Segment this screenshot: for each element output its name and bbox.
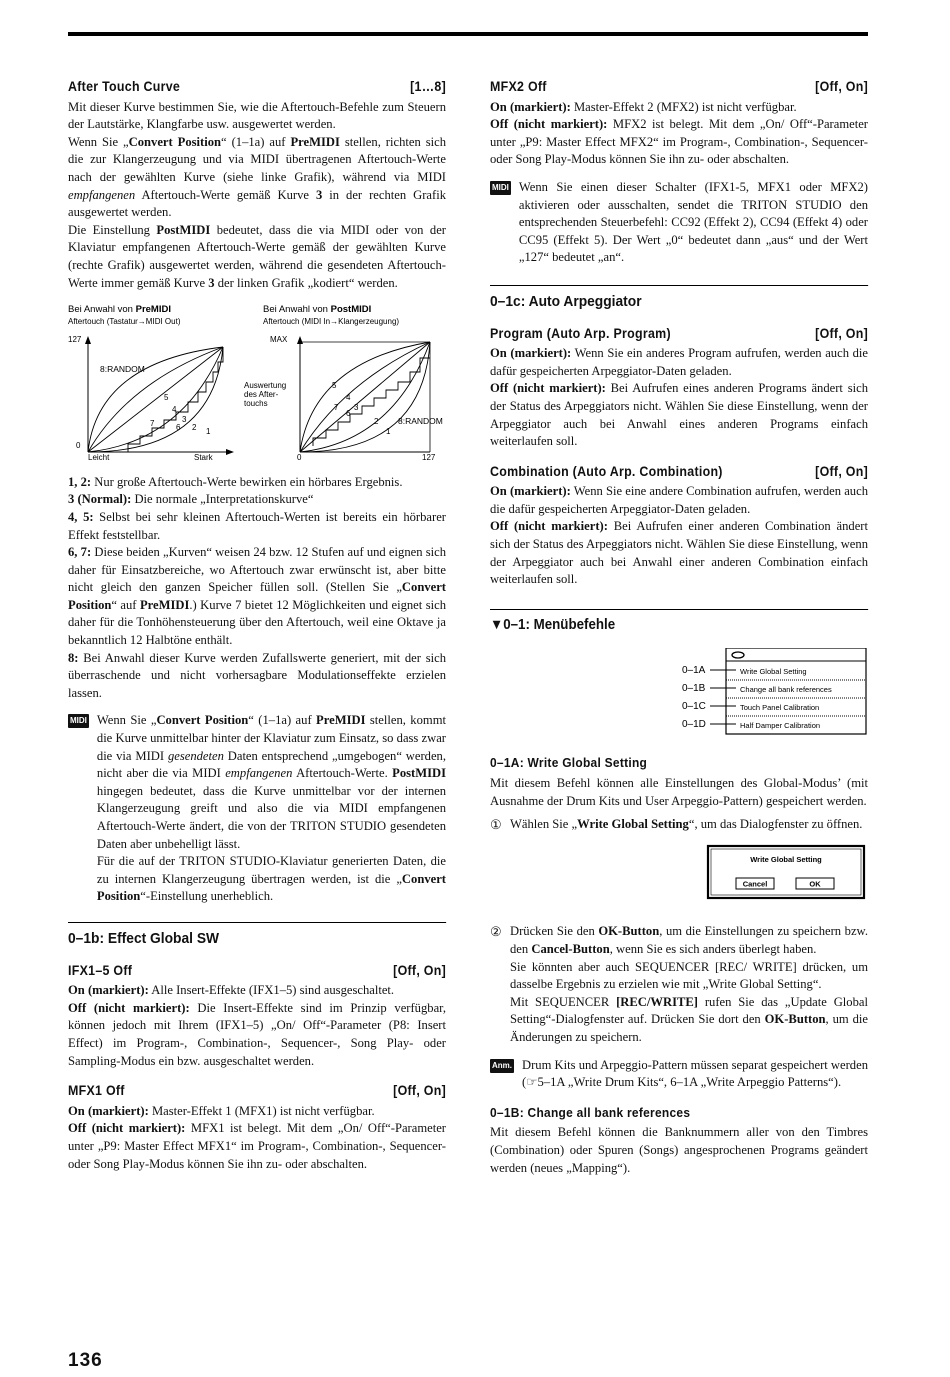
paragraph: Off (nicht markiert): Bei Aufrufen eines anderen Programs ändert sich der Status des Arpeggiators nicht. Wählen Sie diese Einstellung, wenn der Arpeggiator auch bei Anwahl eines anderen Programs einfach weiterlaufen soll. bbox=[490, 381, 868, 449]
menu-commands-figure bbox=[490, 648, 868, 736]
random-label: 8:RANDOM bbox=[100, 364, 145, 375]
dialog-ok-label: OK bbox=[809, 879, 821, 889]
random-label: 8:RANDOM bbox=[398, 416, 443, 427]
section-heading: 0–1b: Effect Global SW bbox=[68, 922, 446, 948]
paragraph: Mit diesem Befehl können alle Einstellungen des Global-Modus’ (mit Ausnahme der Drum Kits und User Arpeggio-Pattern) gespeichert werden. bbox=[490, 776, 868, 808]
auswertung-label: touchs bbox=[244, 399, 268, 409]
step-text: Drücken Sie den OK-Button, um die Einstellungen zu speichern bzw. den Cancel-Button, wenn Sie es sich anders überlegt haben. Sie könnten aber auch SEQUENCER [REC/ WRITE] drücken, um dasselbe Ergebnis zu erzielen wie mit „Write Global Setting“. Mit SEQUENCER [REC/WRITE] rufen Sie das „Update Global Setting“-Dialogfenster auf. Drücken Sie dort den OK-Button, um die Änderungen zu speichern. bbox=[510, 924, 868, 1044]
paragraph: Mit diesem Befehl können die Banknummern aller von den Timbres (Combination) oder Spuren (Songs) angesprochenen Programs geändert werden (neues „Mapping“). bbox=[490, 1125, 868, 1175]
param-title: MFX1 Off bbox=[68, 1083, 125, 1099]
curve-number: 1 bbox=[206, 427, 211, 437]
auswertung-label: Auswertung bbox=[244, 381, 287, 391]
mfx2-heading bbox=[490, 78, 868, 96]
paragraph: On (markiert): Alle Insert-Effekte (IFX1–5) sind ausgeschaltet. bbox=[68, 983, 395, 998]
step-2 bbox=[490, 923, 868, 1046]
param-title: 0–1B: Change all bank references bbox=[490, 1104, 691, 1120]
curve-number: 7 bbox=[334, 403, 339, 413]
left-x-left-label: Leicht bbox=[88, 453, 110, 463]
curve-number: 6 bbox=[176, 423, 181, 433]
curve-number: 7 bbox=[150, 419, 155, 429]
param-range: [Off, On] bbox=[815, 79, 869, 94]
curve-6-7-steps bbox=[313, 358, 430, 446]
paragraph: On (markiert): Wenn Sie eine andere Combination aufrufen, werden auch die dafür gespeicherten Arpeggiator-Daten geladen. bbox=[490, 484, 868, 516]
left-graph-title: Bei Anwahl von PreMIDI bbox=[68, 304, 171, 316]
param-title: Combination (Auto Arp. Combination) bbox=[490, 463, 723, 479]
param-range: [1…8] bbox=[410, 79, 447, 94]
change-bank-heading bbox=[490, 1104, 868, 1122]
page-number: 136 bbox=[68, 1350, 103, 1371]
paragraph: Off (nicht markiert): Bei Aufrufen einer anderen Combination ändert sich der Status des Arpeggiators nicht. Wählen Sie diese Einstellung, wenn der Arpeggiator auch bei Anwahl einer anderen Combination einfach weiterlaufen soll. bbox=[490, 519, 868, 587]
left-y-zero-label: 0 bbox=[76, 441, 81, 451]
curve-3 bbox=[300, 342, 430, 452]
paragraph: Off (nicht markiert): Die Insert-Effekte sind im Prinzip verfügbar, können jedoch mit Ihrem (IFX1–5) „On/ Off“-Parameter (P8: Insert Effect) im Program-, Combination-, Sequencer-, Song Play- oder Sampling-Modus ein bzw. ausgeschaltet werden. bbox=[68, 1000, 447, 1068]
midi-note bbox=[68, 712, 446, 906]
paragraph: On (markiert): Master-Effekt 2 (MFX2) ist nicht verfügbar. bbox=[490, 99, 797, 114]
note-text: Drum Kits und Arpeggio-Pattern müssen separat gespeichert werden (☞5–1A „Write Drum Kits“, 6–1A „Write Arpeggio Patterns“). bbox=[522, 1057, 868, 1090]
param-range: [Off, On] bbox=[815, 325, 869, 341]
write-global-heading bbox=[490, 754, 868, 772]
write-global-dialog-figure bbox=[490, 844, 868, 908]
note-text: Wenn Sie einen dieser Schalter (IFX1-5, MFX1 oder MFX2) aktivieren oder ausschalten, sendet die TRITON STUDIO den entsprechenden Steuerbefehl: CC92 (Effekt 2), CC94 (Effekt 4) oder CC95 (Effekt 5). Der Wert „0“ bedeutet dann „aus“ und der Wert „127“ bedeutet „an“. bbox=[518, 179, 868, 265]
mfx1-heading bbox=[68, 1082, 446, 1100]
combination-arp-heading bbox=[490, 463, 868, 481]
auswertung-label: des After- bbox=[244, 390, 279, 400]
program-arp-heading bbox=[490, 325, 868, 343]
curve-number: 2 bbox=[374, 417, 379, 427]
step-number: ② bbox=[490, 924, 502, 940]
menu-label: 0–1A bbox=[682, 665, 706, 677]
menu-item-write-global[interactable]: Write Global Setting bbox=[740, 667, 807, 677]
dialog-svg bbox=[490, 844, 868, 902]
param-title: 0–1A: Write Global Setting bbox=[490, 755, 648, 771]
dialog-cancel-label: Cancel bbox=[742, 879, 768, 889]
curve-number: 3 bbox=[182, 415, 187, 425]
paragraph: Off (nicht markiert): MFX1 ist belegt. Mit dem „On/ Off“-Parameter unter „P9: Master Effect MFX1“ im Program-, Combination-, Sequencer- oder Song Play-Modus können Sie ihn zu- oder abschalten. bbox=[68, 1121, 446, 1171]
param-title: MFX2 Off bbox=[490, 79, 547, 94]
step-number: ① bbox=[490, 817, 502, 833]
param-title: Program (Auto Arp. Program) bbox=[490, 325, 671, 341]
curve-number: 3 bbox=[354, 403, 359, 413]
aftertouch-curves-svg bbox=[68, 302, 446, 462]
curve-number: 6 bbox=[346, 409, 351, 419]
menu-item-touch-panel[interactable]: Touch Panel Calibration bbox=[740, 703, 820, 713]
midi-icon: MIDI bbox=[68, 714, 89, 728]
param-title: After Touch Curve bbox=[68, 79, 181, 94]
right-x-zero-label: 0 bbox=[297, 453, 302, 463]
note-text: Wenn Sie „Convert Position“ (1–1a) auf PreMIDI stellen, kommt die Kurve unmittelbar hinter der Klaviatur zum Einsatz, so dass zwar die via MIDI gesendeten Daten entsprechend „umgebogen“ werden, nicht aber die via MIDI empfangenen Aftertouch-Werte. PostMIDI hingegen bedeutet, dass die Kurve unmittelbar vor der internen Klangerzeugung greift und also die via MIDI empfangenen Aftertouch-Werte ändert, die von der TRITON STUDIO gesendeten Daten aber unbehelligt lässt. Für die auf der TRITON STUDIO-Klaviatur generierten Daten, die zu internen Klangerzeugung übertragen werden, ist die „Convert Position“-Einstellung unerheblich. bbox=[96, 713, 447, 904]
curve-number: 1 bbox=[386, 427, 391, 437]
curve-number: 4 bbox=[346, 393, 351, 403]
left-y-top-label: 127 bbox=[68, 335, 82, 345]
curve-number: 4 bbox=[172, 405, 177, 415]
param-range: [Off, On] bbox=[393, 962, 447, 978]
right-graph-subtitle: Aftertouch (MIDI In→Klangerzeugung) bbox=[263, 317, 400, 327]
paragraph: Die Einstellung PostMIDI bedeutet, dass die via MIDI oder von der Klaviatur empfangenen Aftertouch-Werte gemäß der gewählten Kurve (rechte Grafik) ausgewertet werden, während die gesendeten Aftertouch-Werte immer gemäß Kurve 3 der linken Grafik „kodiert“ werden. bbox=[68, 222, 446, 290]
step-1 bbox=[490, 816, 868, 834]
dialog-box bbox=[708, 846, 864, 898]
param-range: [Off, On] bbox=[815, 463, 869, 479]
ifx-heading bbox=[68, 962, 446, 980]
paragraph: Mit dieser Kurve bestimmen Sie, wie die Aftertouch-Befehle zum Steuern der Lautstärke, Klangfarbe usw. ausgewertet werden. bbox=[68, 99, 446, 132]
step-text: Wählen Sie „Write Global Setting“, um das Dialogfenster zu öffnen. bbox=[510, 817, 863, 832]
aftertouch-curves-figure bbox=[68, 302, 446, 468]
left-graph-subtitle: Aftertouch (Tastatur→MIDI Out) bbox=[68, 317, 181, 327]
param-title: IFX1–5 Off bbox=[68, 962, 133, 978]
section-heading: 0–1c: Auto Arpeggiator bbox=[490, 285, 868, 311]
menu-commands-svg bbox=[490, 648, 868, 736]
paragraph: On (markiert): Master-Effekt 1 (MFX1) ist nicht verfügbar. bbox=[68, 1103, 375, 1118]
menu-label: 0–1C bbox=[682, 701, 706, 713]
right-y-max-label: MAX bbox=[270, 335, 288, 345]
left-curves bbox=[88, 347, 223, 452]
paragraph: 4, 5: Selbst bei sehr kleinen Aftertouch-Werten ist bereits ein hörbarer Effekt feststellbar. bbox=[68, 509, 446, 542]
curve-number: 2 bbox=[192, 423, 197, 433]
menu-item-half-damper[interactable]: Half Damper Calibration bbox=[740, 721, 821, 731]
left-x-arrow bbox=[226, 449, 234, 455]
curve-6-7-steps bbox=[128, 347, 223, 452]
menu-label: 0–1B bbox=[682, 683, 706, 695]
note-icon: Anm. bbox=[490, 1059, 514, 1073]
curve-number: 5 bbox=[164, 393, 169, 403]
right-column bbox=[490, 78, 868, 1177]
right-curves bbox=[300, 342, 430, 452]
menu-label: 0–1D bbox=[682, 719, 706, 731]
paragraph: On (markiert): Wenn Sie ein anderes Program aufrufen, werden auch die dafür gespeicherten Arpeggiator-Daten geladen. bbox=[490, 346, 868, 378]
paragraph: 3 (Normal): Die normale „Interpretationskurve“ bbox=[68, 492, 314, 507]
right-y-arrow bbox=[297, 336, 303, 344]
after-touch-heading bbox=[68, 78, 446, 96]
paragraph: 1, 2: Nur große Aftertouch-Werte bewirken ein hörbares Ergebnis. bbox=[68, 474, 403, 489]
paragraph: 6, 7: Diese beiden „Kurven“ weisen 24 bzw. 12 Stufen auf und eignen sich daher für Einsatzbereiche, wo Aftertouch zwar erwünscht ist, aber bitte nicht gleich den ganzen Speicher füllen soll. (Stellen Sie „Convert Position“ auf PreMIDI.) Kurve 7 bietet 12 Möglichkeiten und eignet sich daher für die Tonhöhensteuerung über den Aftertouch, weil eine Oktave ja bekanntlich 12 Halbtöne enthält. bbox=[68, 545, 447, 648]
dialog-title: Write Global Setting bbox=[750, 854, 822, 864]
menu-item-change-bank[interactable]: Change all bank references bbox=[740, 685, 832, 695]
midi-note bbox=[490, 179, 868, 267]
anm-note bbox=[490, 1057, 868, 1092]
left-column bbox=[68, 78, 446, 1173]
curve-number: 5 bbox=[332, 381, 337, 391]
left-x-right-label: Stark bbox=[194, 453, 213, 463]
top-rule bbox=[68, 32, 868, 36]
param-range: [Off, On] bbox=[393, 1083, 447, 1099]
right-graph-title: Bei Anwahl von PostMIDI bbox=[263, 304, 372, 316]
paragraph: Wenn Sie „Convert Position“ (1–1a) auf PreMIDI stellen, richten sich die zur Klangerzeugung und via MIDI übertragenen Aftertouch-Werte nach der gewählten Kurve (siehe linke Grafik), während via MIDI empfangenen Aftertouch-Werte gemäß Kurve 3 in der rechten Grafik ausgewertet werden. bbox=[68, 134, 446, 220]
right-x-max-label: 127 bbox=[422, 453, 436, 463]
paragraph: Off (nicht markiert): MFX2 ist belegt. Mit dem „On/ Off“-Parameter unter „P9: Master Effect MFX2“ im Program-, Combination-, Sequencer- oder Song Play-Modus können Sie ihn zu- oder abschalten. bbox=[490, 117, 868, 167]
midi-icon: MIDI bbox=[490, 181, 511, 195]
paragraph: 8: Bei Anwahl dieser Kurve werden Zufallswerte generiert, mit der sich überraschende und nicht vorhersagbare Modulationseffekte erzielen lassen. bbox=[68, 650, 446, 700]
section-heading: ▼0–1: Menübefehle bbox=[490, 609, 868, 635]
left-y-arrow bbox=[85, 336, 91, 344]
